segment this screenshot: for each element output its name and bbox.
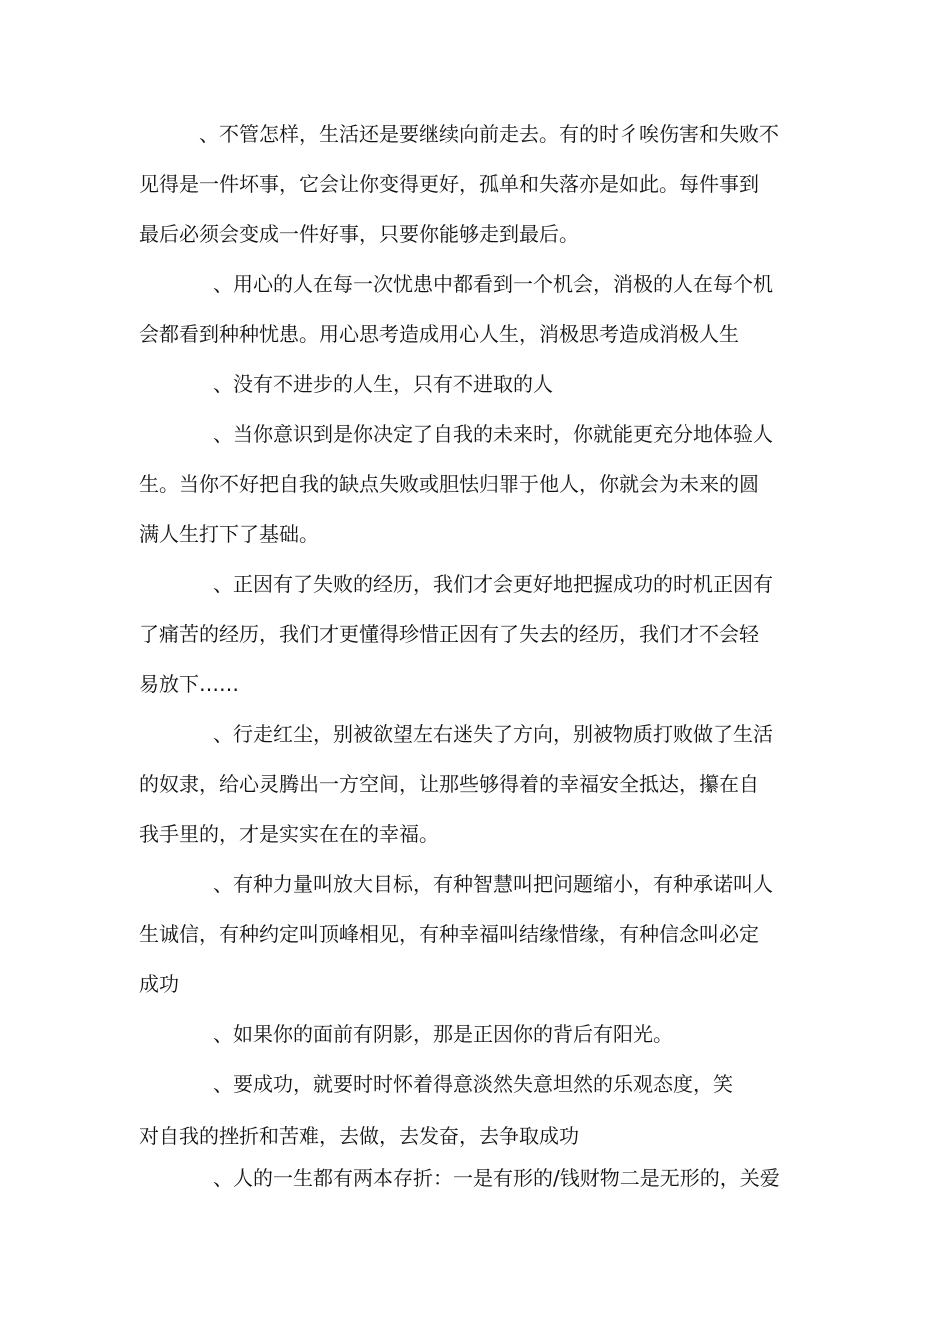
text-line: 、不管怎样，生活还是要继续向前走去。有的时彳唉伤害和失败不 bbox=[199, 122, 779, 146]
text-line: 我手里的，才是实实在在的幸福。 bbox=[139, 822, 439, 846]
text-line: 、当你意识到是你决定了自我的未来时，你就能更充分地体验人 bbox=[213, 422, 773, 446]
text-line: 生诚信，有种约定叫顶峰相见，有种幸福叫结缘惜缘，有种信念叫必定 bbox=[139, 922, 759, 946]
text-line: 生。当你不好把自我的缺点失败或胆怯归罪于他人，你就会为未来的圆 bbox=[139, 472, 759, 496]
text-line: 、要成功，就要时时怀着得意淡然失意坦然的乐观态度，笑 bbox=[213, 1072, 733, 1096]
text-line: 的奴隶，给心灵腾出一方空间，让那些够得着的幸福安全抵达，攥在自 bbox=[139, 772, 759, 796]
text-line: 、人的一生都有两本存折：一是有形的/钱财物二是无形的，关爱 bbox=[213, 1166, 780, 1190]
text-line: 、正因有了失败的经历，我们才会更好地把握成功的时机正因有 bbox=[213, 572, 773, 596]
text-line: 满人生打下了基础。 bbox=[139, 522, 319, 546]
text-line: 见得是一件坏事，它会让你变得更好，孤单和失落亦是如此。每件事到 bbox=[139, 172, 759, 196]
text-line: 、如果你的面前有阴影，那是正因你的背后有阳光。 bbox=[213, 1022, 673, 1046]
text-line: 、行走红尘，别被欲望左右迷失了方向，别被物质打败做了生活 bbox=[213, 722, 773, 746]
text-line: 易放下…… bbox=[139, 672, 239, 696]
text-line: 会都看到种种忧患。用心思考造成用心人生，消极思考造成消极人生 bbox=[139, 322, 739, 346]
text-line: 、有种力量叫放大目标，有种智慧叫把问题缩小，有种承诺叫人 bbox=[213, 872, 773, 896]
text-line: 、用心的人在每一次忧患中都看到一个机会，消极的人在每个机 bbox=[213, 272, 773, 296]
text-line: 最后必须会变成一件好事，只要你能够走到最后。 bbox=[139, 222, 579, 246]
text-line: 对自我的挫折和苦难，去做，去发奋，去争取成功 bbox=[139, 1124, 579, 1148]
text-line: 了痛苦的经历，我们才更懂得珍惜正因有了失去的经历，我们才不会轻 bbox=[139, 622, 759, 646]
text-line: 成功 bbox=[139, 972, 179, 996]
text-line: 、没有不进步的人生，只有不进取的人 bbox=[213, 372, 553, 396]
